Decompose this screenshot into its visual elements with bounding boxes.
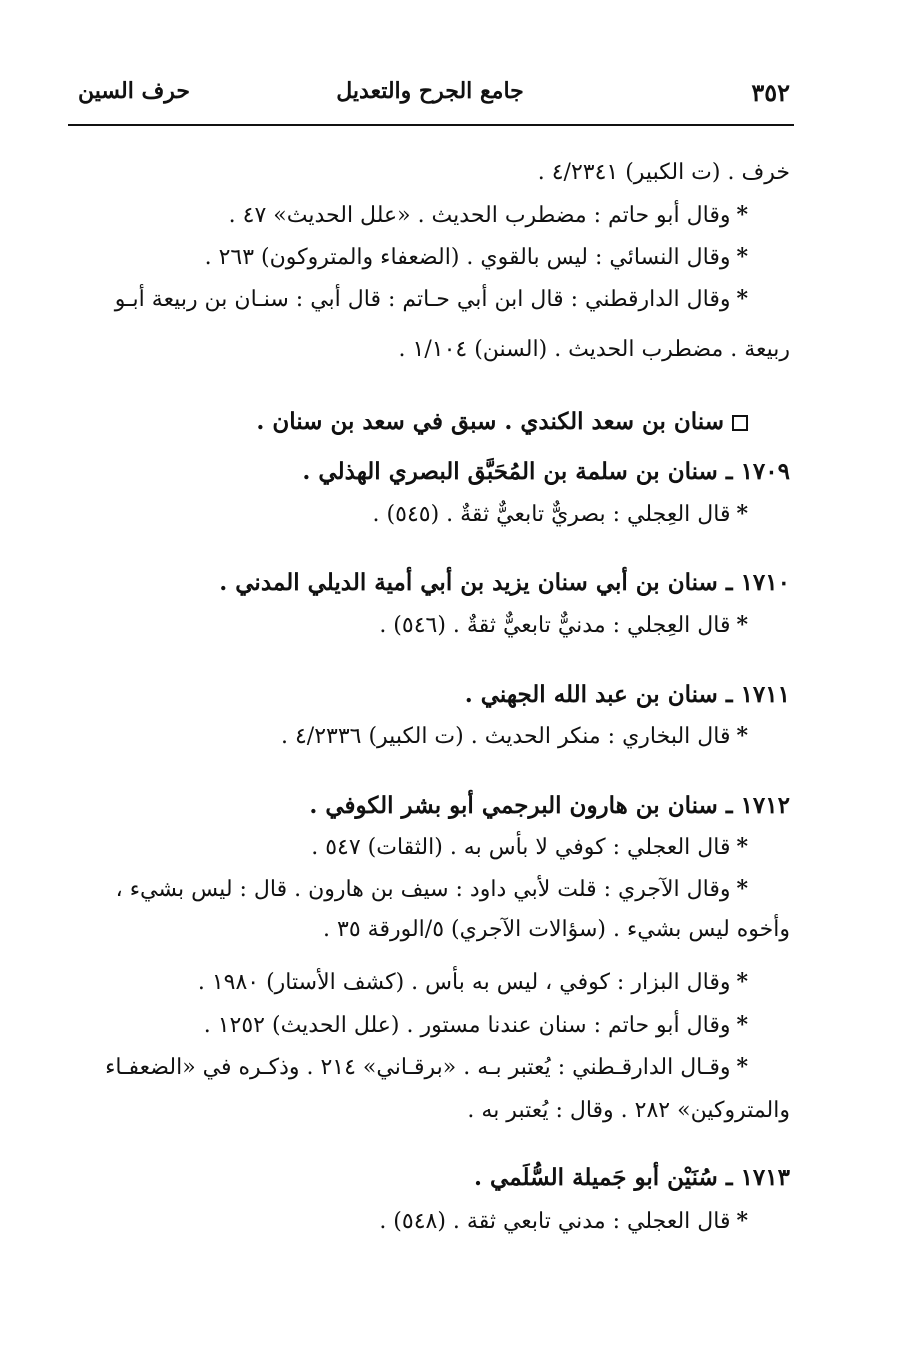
text-line: خرف . (ت الكبير) ٤/٢٣٤١ . [537, 160, 790, 185]
text-line: *قال العجلي : مدني تابعي ثقة . (٥٤٨) . [379, 1208, 748, 1234]
star-marker: * [736, 244, 748, 270]
text-line: *قال العجلي : كوفي لا بأس به . (الثقات) ٥٤٧ . [311, 834, 748, 860]
text-line: *وقال الدارقطني : قال ابن أبي حـاتم : قال أبي : سنـان بن ربيعة أبـو [114, 286, 748, 312]
entry-heading: ١٧١٢ ـ سنان بن هارون البرجمي أبو بشر الكوفي . [309, 792, 790, 819]
text-line: *قال البخاري : منكر الحديث . (ت الكبير) ٤/٢٣٣٦ . [280, 723, 748, 749]
chapter-title: حرف السين [78, 78, 191, 104]
entry-heading: ١٧٠٩ ـ سنان بن سلمة بن المُحَبَّق البصري الهذلي . [302, 458, 790, 485]
star-marker: * [736, 969, 748, 995]
square-marker-icon [732, 415, 748, 431]
star-marker: * [736, 286, 748, 312]
page-header [70, 78, 790, 118]
star-marker: * [736, 834, 748, 860]
star-marker: * [736, 1208, 748, 1234]
text-line: وأخوه ليس بشيء . (سؤالات الآجري) ٥/الورقة ٣٥ . [323, 917, 790, 942]
page-number: ٣٥٢ [751, 78, 790, 107]
entry-heading: ١٧١٠ ـ سنان بن أبي سنان يزيد بن أبي أمية الديلي المدني . [219, 569, 790, 596]
text-line: *وقال أبو حاتم : سنان عندنا مستور . (علل الحديث) ١٢٥٢ . [203, 1012, 748, 1038]
star-marker: * [736, 876, 748, 902]
entry-heading: ١٧١٣ ـ سُنَيْن أبو جَميلة السُّلَمي . [474, 1164, 790, 1191]
book-title: جامع الجرح والتعديل [336, 78, 524, 104]
text-line: ربيعة . مضطرب الحديث . (السنن) ١/١٠٤ . [398, 337, 790, 362]
star-marker: * [736, 723, 748, 749]
text-line: *قال العِجلي : مدنيٌّ تابعيٌّ ثقةٌ . (٥٤٦) . [379, 612, 748, 638]
text-line: *وقال البزار : كوفي ، ليس به بأس . (كشف الأستار) ١٩٨٠ . [197, 969, 748, 995]
text-line: *وقـال الدارقـطني : يُعتبر بـه . «برقـاني» ٢١٤ . وذكـره في «الضعفـاء [105, 1054, 748, 1080]
star-marker: * [736, 1054, 748, 1080]
header-rule [68, 124, 794, 126]
entry-heading: سنان بن سعد الكندي . سبق في سعد بن سنان . [70, 404, 748, 440]
text-line: *وقال النسائي : ليس بالقوي . (الضعفاء والمتروكون) ٢٦٣ . [204, 244, 748, 270]
star-marker: * [736, 202, 748, 228]
text-line: *وقال الآجري : قلت لأبي داود : سيف بن هارون . قال : ليس بشيء ، [115, 876, 748, 902]
text-line: *قال العِجلي : بصريٌّ تابعيٌّ ثقةٌ . (٥٤٥) . [372, 501, 748, 527]
star-marker: * [736, 1012, 748, 1038]
text-line: والمتروكين» ٢٨٢ . وقال : يُعتبر به . [467, 1098, 790, 1123]
entry-heading: ١٧١١ ـ سنان بن عبد الله الجهني . [464, 681, 790, 708]
star-marker: * [736, 612, 748, 638]
star-marker: * [736, 501, 748, 527]
text-line: *وقال أبو حاتم : مضطرب الحديث . «علل الحديث» ٤٧ . [228, 202, 748, 228]
